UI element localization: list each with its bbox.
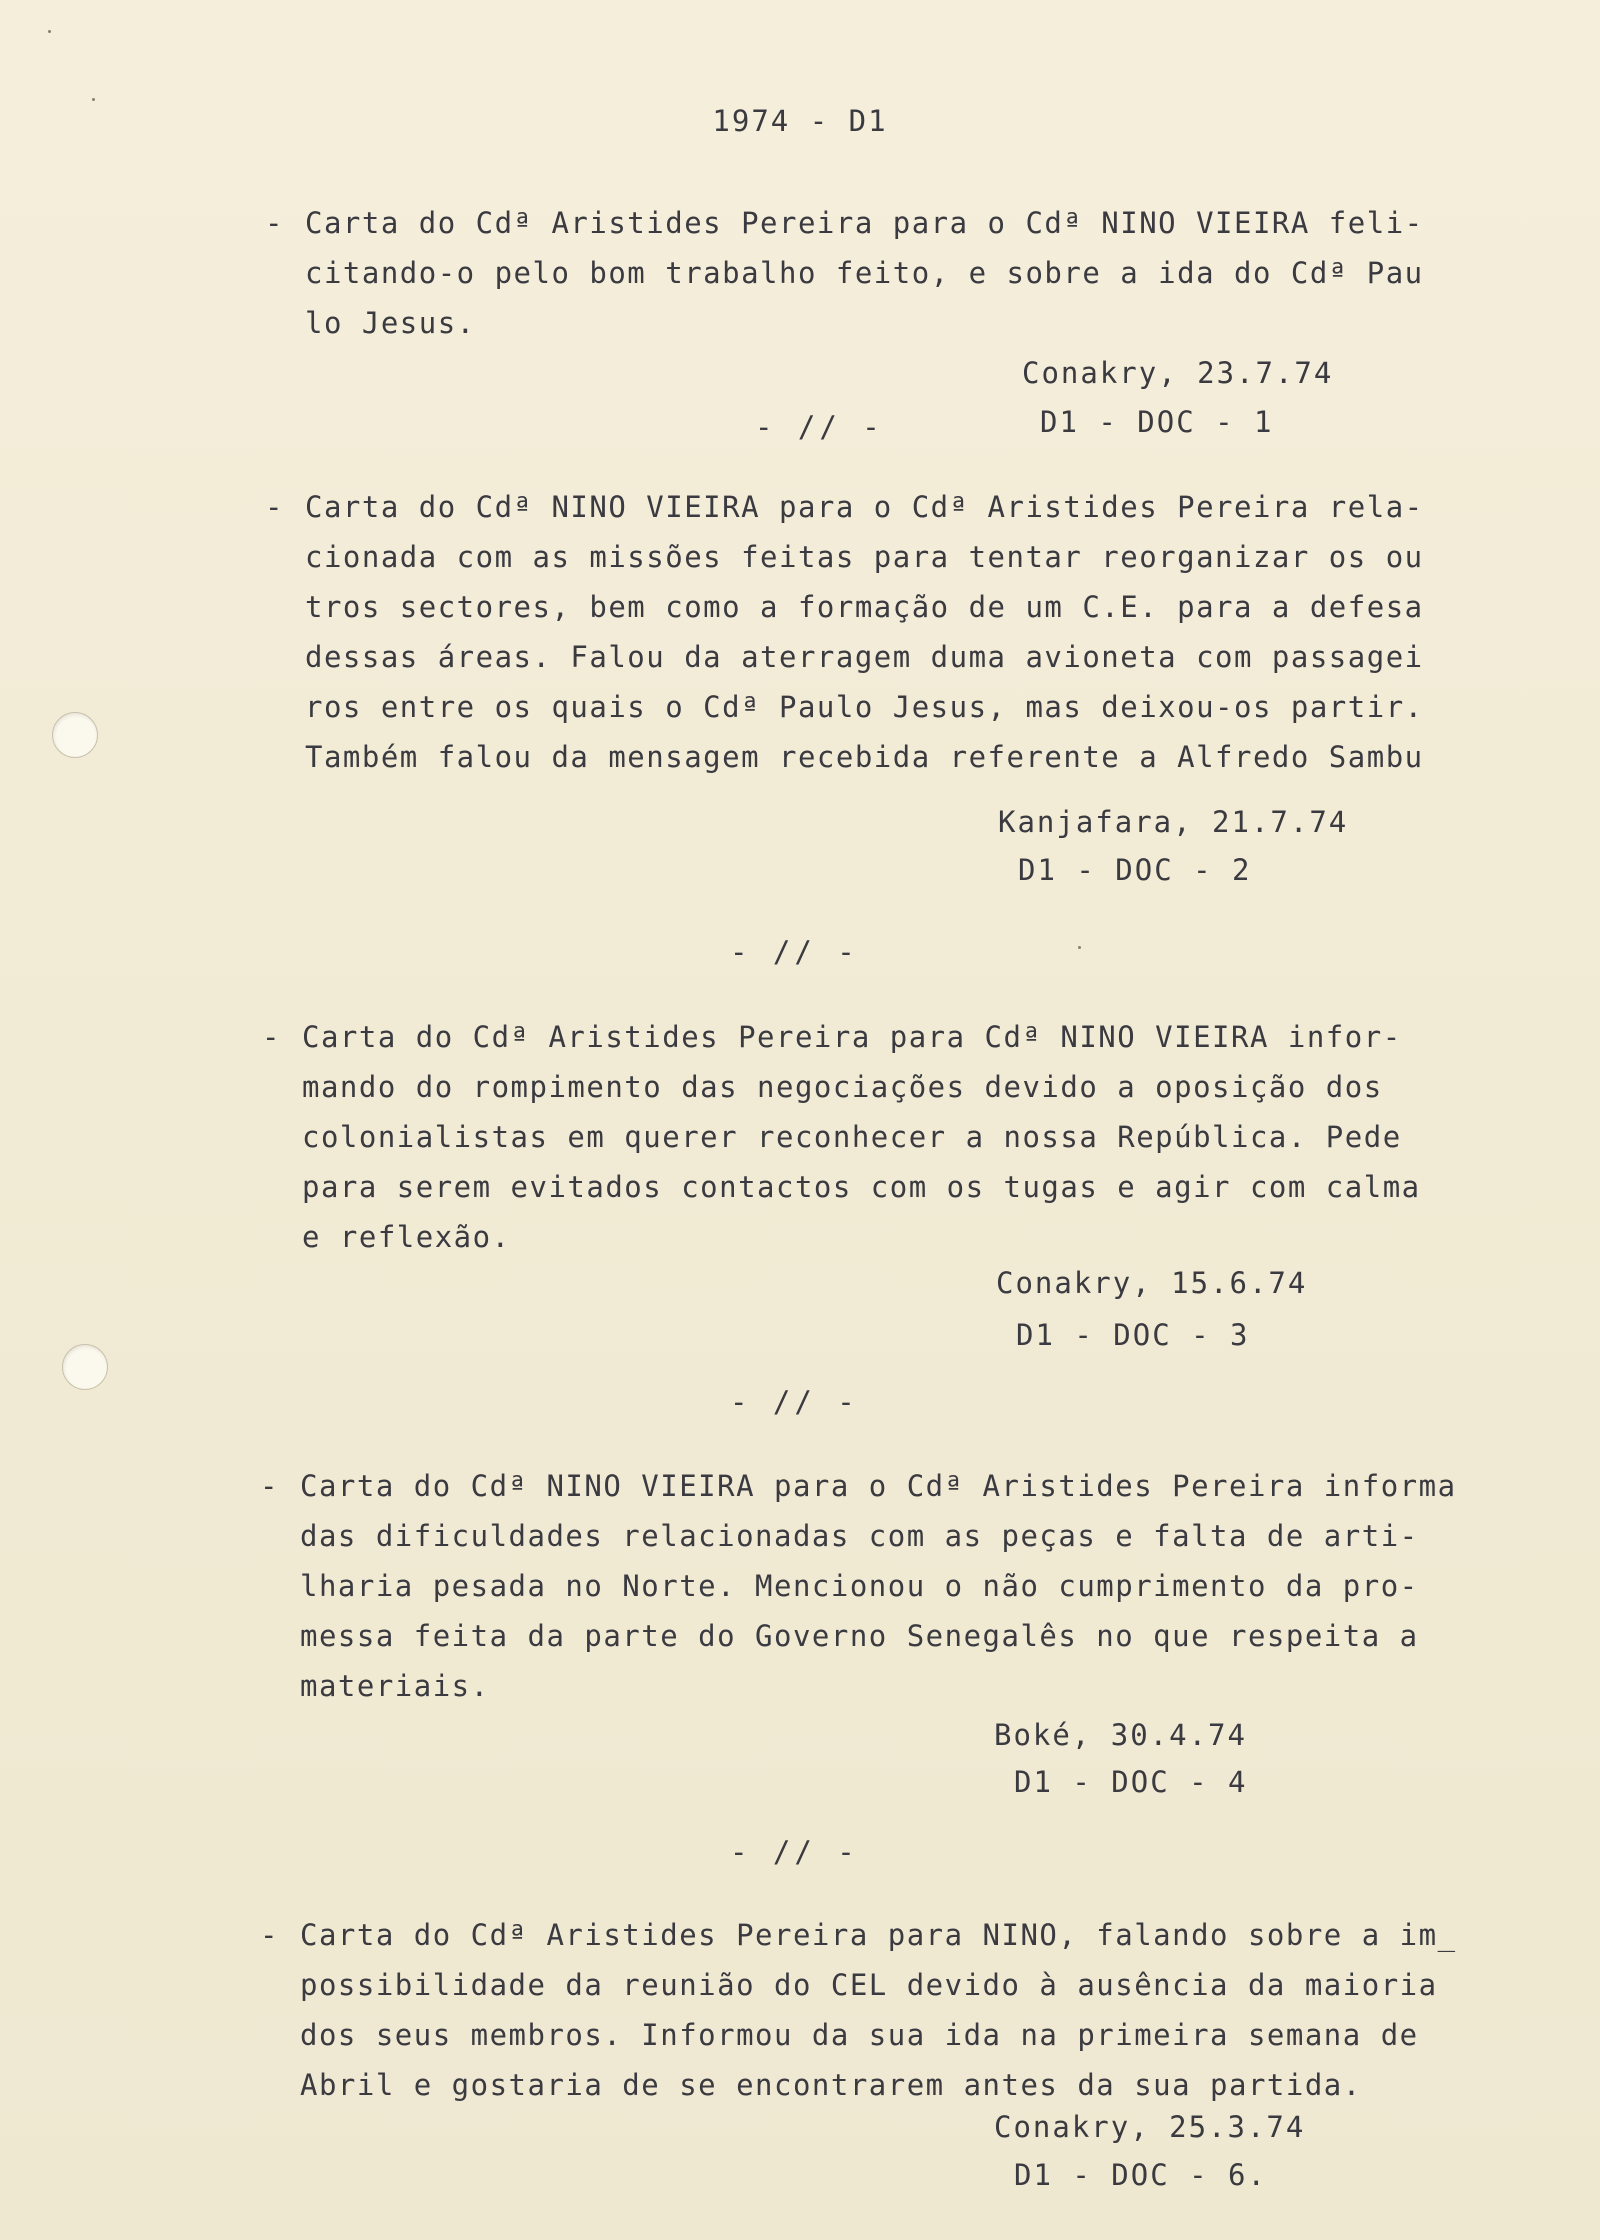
entry-5-text xyxy=(260,1910,1457,2110)
entry-5-bullet: - xyxy=(260,1918,279,1952)
punch-hole-top xyxy=(52,712,98,758)
entry-5-place-date: Conakry, 25.3.74 xyxy=(994,2110,1306,2144)
entry-3-bullet: - xyxy=(262,1020,281,1054)
entry-3-line: mando do rompimento das negociações devido a oposição dos xyxy=(302,1070,1383,1104)
entry-4-line: Carta do Cdª NINO VIEIRA para o Cdª Aristides Pereira informa xyxy=(300,1469,1457,1503)
entry-3-place-date: Conakry, 15.6.74 xyxy=(996,1266,1308,1300)
entry-4-bullet: - xyxy=(260,1469,279,1503)
entry-3-text xyxy=(262,1012,1421,1262)
entry-5-line: Carta do Cdª Aristides Pereira para NINO, falando sobre a im_ xyxy=(300,1918,1457,1952)
entry-4-line: materiais. xyxy=(300,1669,490,1703)
entry-2-line: cionada com as missões feitas para tentar reorganizar os ou xyxy=(305,540,1424,574)
entry-3-line: Carta do Cdª Aristides Pereira para Cdª NINO VIEIRA infor- xyxy=(302,1020,1402,1054)
entry-3-line: e reflexão. xyxy=(302,1220,511,1254)
entry-2-doc-code: D1 - DOC - 2 xyxy=(1018,853,1252,887)
entry-2-line: Também falou da mensagem recebida referente a Alfredo Sambu xyxy=(305,740,1424,774)
entry-3-line: para serem evitados contactos com os tugas e agir com calma xyxy=(302,1170,1421,1204)
separator-4: - // - xyxy=(730,1835,859,1869)
entry-1-bullet: - xyxy=(265,206,284,240)
entry-2-place-date: Kanjafara, 21.7.74 xyxy=(998,805,1349,839)
entry-5-line: dos seus membros. Informou da sua ida na primeira semana de xyxy=(300,2018,1419,2052)
page-header: 1974 - D1 xyxy=(712,104,888,138)
entry-2-text xyxy=(265,482,1424,782)
separator-3: - // - xyxy=(730,1385,859,1419)
entry-3-doc-code: D1 - DOC - 3 xyxy=(1016,1318,1250,1352)
entry-1-text xyxy=(265,198,1424,348)
entry-2-bullet: - xyxy=(265,490,284,524)
entry-5-doc-code: D1 - DOC - 6. xyxy=(1014,2158,1267,2192)
entry-1-doc-code: D1 - DOC - 1 xyxy=(1040,405,1274,439)
entry-1-line: citando-o pelo bom trabalho feito, e sobre a ida do Cdª Pau xyxy=(305,256,1424,290)
entry-2-line: ros entre os quais o Cdª Paulo Jesus, mas deixou-os partir. xyxy=(305,690,1424,724)
entry-2-line: Carta do Cdª NINO VIEIRA para o Cdª Aristides Pereira rela- xyxy=(305,490,1424,524)
entry-4-doc-code: D1 - DOC - 4 xyxy=(1014,1765,1248,1799)
entry-5-line: Abril e gostaria de se encontrarem antes da sua partida. xyxy=(300,2068,1362,2102)
entry-4-place-date: Boké, 30.4.74 xyxy=(994,1718,1247,1752)
entry-4-line: das dificuldades relacionadas com as peças e falta de arti- xyxy=(300,1519,1419,1553)
entry-1-place-date: Conakry, 23.7.74 xyxy=(1022,356,1334,390)
entry-5-line: possibilidade da reunião do CEL devido à ausência da maioria xyxy=(300,1968,1438,2002)
entry-1-line: Carta do Cdª Aristides Pereira para o Cdª NINO VIEIRA feli- xyxy=(305,206,1424,240)
paper-speck xyxy=(92,98,95,101)
entry-4-line: messa feita da parte do Governo Senegalês no que respeita a xyxy=(300,1619,1419,1653)
entry-2-line: tros sectores, bem como a formação de um C.E. para a defesa xyxy=(305,590,1424,624)
punch-hole-bottom xyxy=(62,1344,108,1390)
paper-speck xyxy=(1078,946,1081,949)
separator-1: - // - xyxy=(755,410,884,444)
entry-2-line: dessas áreas. Falou da aterragem duma avioneta com passagei xyxy=(305,640,1424,674)
entry-4-text xyxy=(260,1461,1457,1711)
entry-3-line: colonialistas em querer reconhecer a nossa República. Pede xyxy=(302,1120,1402,1154)
entry-4-line: lharia pesada no Norte. Mencionou o não cumprimento da pro- xyxy=(300,1569,1419,1603)
entry-1-line: lo Jesus. xyxy=(305,306,476,340)
paper-speck xyxy=(48,30,51,33)
separator-2: - // - xyxy=(730,935,859,969)
